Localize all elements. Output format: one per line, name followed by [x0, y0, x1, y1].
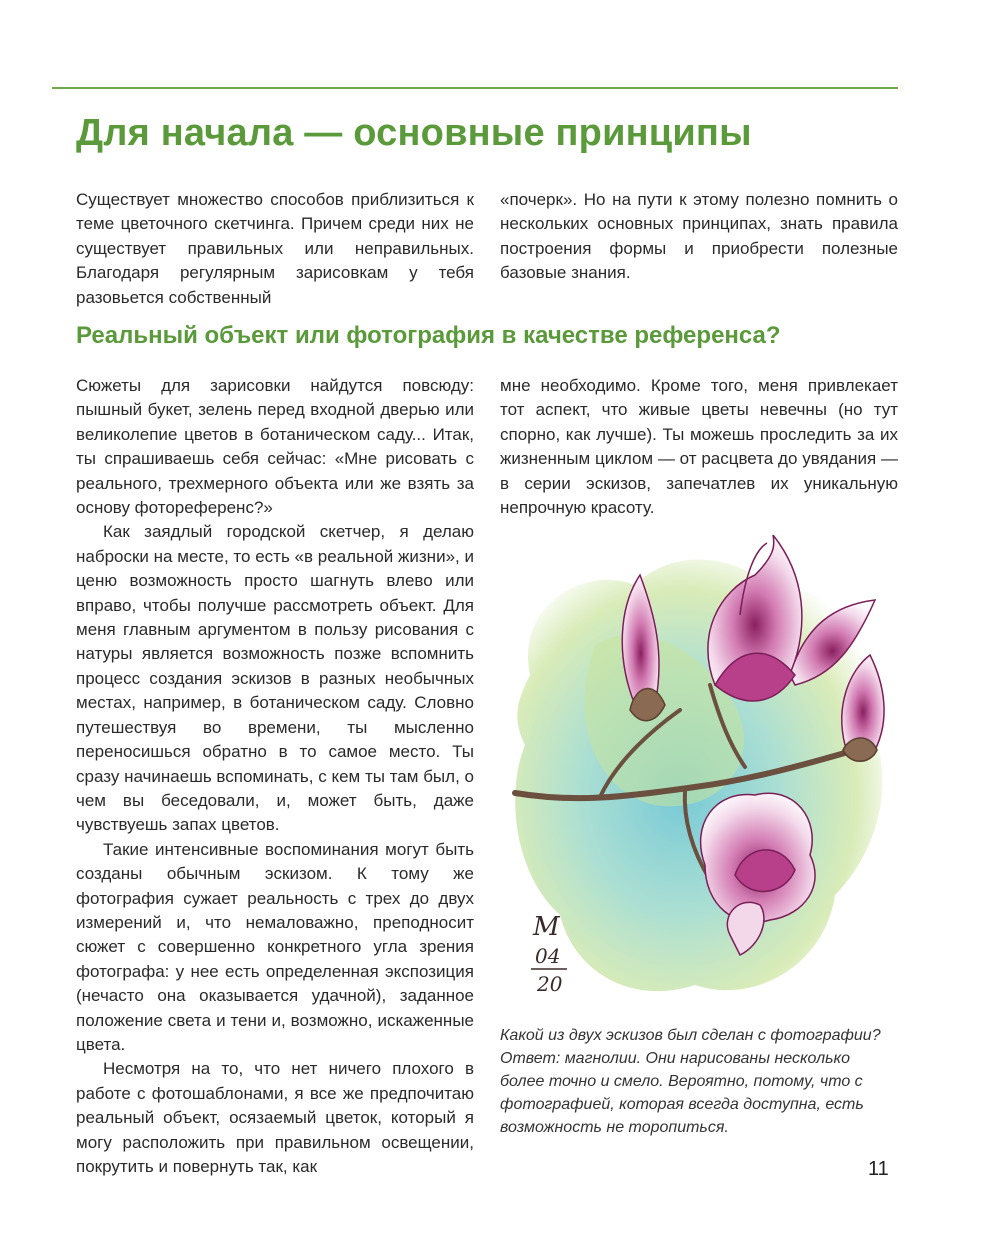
paragraph-1: Сюжеты для зарисовки найдутся повсюду: пышный букет, зелень перед входной дверью или великолепие цветов в ботаническом саду... Итак, ты спрашиваешь себя сейчас: «Мне рисовать с реального, трехмерного объекта или же взять за основу фотореференс?» — [76, 376, 474, 518]
page-number: 11 — [868, 1158, 889, 1180]
paragraph-3: Такие интенсивные воспоминания могут быть созданы обычным эскизом. К тому же фотография сужает реальность с трех до двух измерений и, что немаловажно, преподносит сюжет с совершенно конкретного угла зрения фотографа: у нее есть определенная экспозиция (нечасто она оказывается удачной), заданное положение света и тени и, возможно, искаженные цвета. — [76, 839, 474, 1054]
signature-line-2: 04 — [535, 944, 561, 968]
intro-right-text: «почерк». Но на пути к этому полезно помнить о нескольких основных принципах, знать правила построения формы и приобрести полезные базовые знания. — [500, 190, 898, 283]
artist-signature — [531, 912, 567, 996]
top-rule — [52, 87, 898, 89]
intro-left-text: Существует множество способов приблизиться к теме цветочного скетчинга. Причем среди них не существует правильных или неправильных. Благодаря регулярным зарисовкам у тебя разовьется собственный — [76, 190, 474, 307]
signature-line-3: 20 — [537, 972, 563, 996]
caption-text: Какой из двух эскизов был сделан с фотографии? Ответ: магнолии. Они нарисованы несколько более точно и смело. Вероятно, потому, что с фотографией, которая всегда доступна, есть возможность не торопиться. — [500, 1027, 881, 1136]
figure-caption — [500, 1024, 898, 1139]
intro-right-column — [500, 188, 898, 286]
body-right-column — [500, 374, 898, 520]
paragraph-2: Как заядлый городской скетчер, я делаю наброски на месте, то есть «в реальной жизни», и ценю возможность просто шагнуть влево или вправо, чтобы получше рассмотреть объект. Для меня главным аргументом в пользу рисования с натуры является возможность позже вспомнить процесс создания эскизов в разных необычных местах, например, в ботаническом саду. Словно путешествуя во времени, ты мысленно переносишься обратно в то самое место. Ты сразу начинаешь вспоминать, с кем ты там был, о чем вы беседовали, и, может быть, даже чувствуешь запах цветов. — [76, 522, 474, 835]
intro-left-column — [76, 188, 474, 310]
body-left-column — [76, 374, 474, 1179]
paragraph-5: мне необходимо. Кроме того, меня привлекает тот аспект, что живые цветы невечны (но тут спорно, как лучше). Ты можешь проследить за их жизненным циклом — от расцвета до увядания — в серии эскизов, запечатлев их уникальную непрочную красоту. — [500, 376, 898, 518]
magnolia-illustration — [505, 535, 895, 1015]
page-title: Для начала — основные принципы — [76, 112, 752, 154]
section-heading: Реальный объект или фотография в качестве референса? — [76, 322, 781, 349]
paragraph-4: Несмотря на то, что нет ничего плохого в работе с фотошаблонами, я все же предпочитаю реальный объект, осязаемый цветок, который я могу расположить при правильном освещении, покрутить и повернуть так, как — [76, 1059, 474, 1176]
signature-line-1: M — [533, 912, 560, 942]
